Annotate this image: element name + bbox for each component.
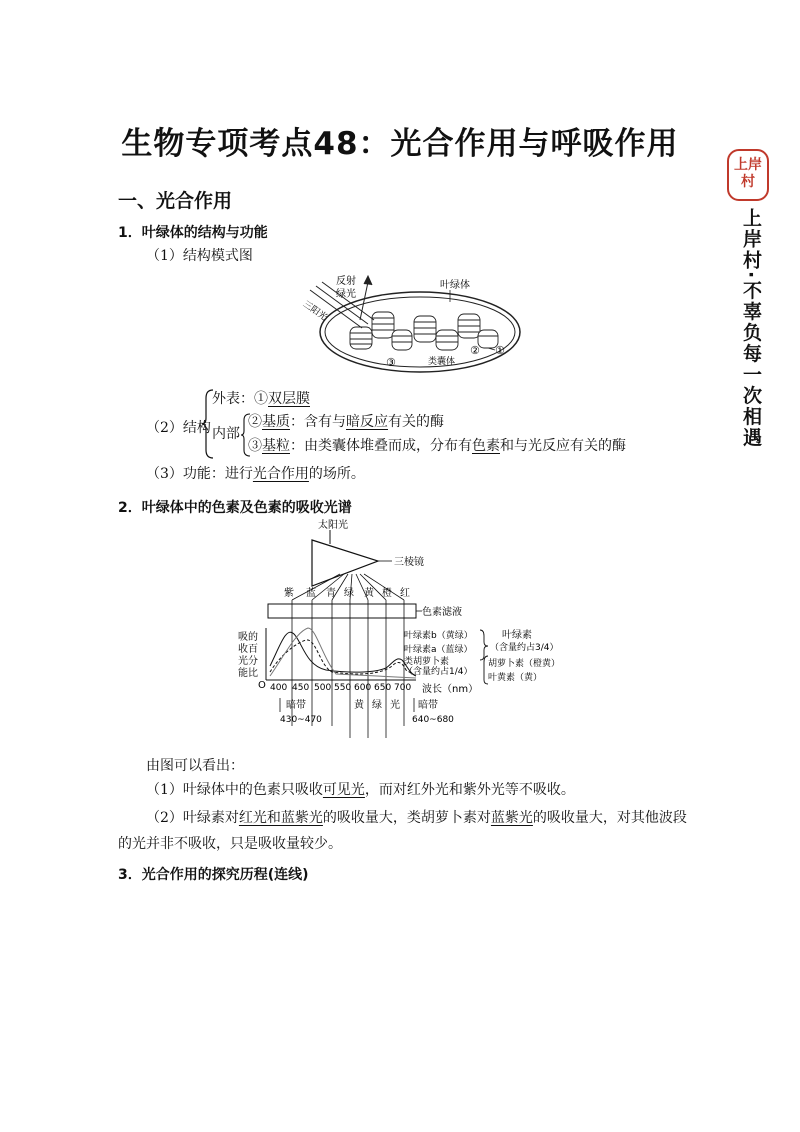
absorption-spectrum-diagram <box>236 516 564 744</box>
color-violet: 紫 <box>284 588 294 599</box>
color-red: 红 <box>400 588 410 599</box>
label-reflect: 反射 <box>336 276 356 287</box>
chloroplast-diagram <box>300 272 530 378</box>
label-num-1: ① <box>495 344 505 357</box>
label-prism: 三棱镜 <box>394 557 424 568</box>
grana-post: 和与光反应有关的酶 <box>500 438 626 454</box>
grana-key: 色素 <box>472 438 500 454</box>
color-green: 绿 <box>344 588 354 599</box>
color-orange: 橙 <box>382 588 392 599</box>
label-chl-b: 叶绿素b（黄绿） <box>404 631 473 641</box>
function-line <box>146 464 365 484</box>
svg-text:500: 500 <box>314 683 332 693</box>
label-xanthophyll: 叶黄素（黄） <box>488 673 543 683</box>
label-origin: O <box>258 680 266 691</box>
svg-text:光分: 光分 <box>238 656 258 667</box>
stroma-term: 基质 <box>262 414 290 430</box>
label-carotenoid: 类胡萝卜素 <box>404 657 450 667</box>
conclusion-2-key2: 蓝紫光 <box>490 810 533 826</box>
function-key: 光合作用 <box>252 466 309 482</box>
label-num-2: ② <box>470 344 480 357</box>
subsection-heading-history: 3．光合作用的探究历程(连线) <box>118 867 309 883</box>
label-carotenoid-note: （含量约占1/4） <box>404 667 473 677</box>
conclusion-2-key1: 红光和蓝紫光 <box>238 810 323 826</box>
stroma-post: 有关的酶 <box>388 414 444 430</box>
svg-text:550: 550 <box>334 683 352 693</box>
stroma-key: 暗反应 <box>346 414 388 430</box>
label-mid-green: 绿 <box>372 700 382 711</box>
brand-logo-top: 上岸 <box>734 157 762 173</box>
outer-value: 双层膜 <box>268 391 310 407</box>
conclusion-2-pre: （2）叶绿素对 <box>146 810 239 826</box>
label-dark-band-2-range: 640~680 <box>412 715 454 725</box>
label-carotene: 胡萝卜素（橙黄） <box>488 659 561 669</box>
label-mid-yellow: 黄 <box>354 700 364 711</box>
label-chl-a: 叶绿素a（蓝绿） <box>404 645 473 655</box>
structure-prefix: （2）结构 <box>146 420 211 436</box>
label-num-3: ③ <box>386 356 396 369</box>
function-pre: （3）功能：进行 <box>146 466 253 482</box>
outer-membrane-line <box>212 389 310 409</box>
svg-text:收百: 收百 <box>238 644 258 655</box>
svg-text:600: 600 <box>354 683 372 693</box>
outer-label: 外表： <box>212 391 254 407</box>
page-title: 生物专项考点48：光合作用与呼吸作用 <box>121 126 679 162</box>
label-dark-band-1-range: 430~470 <box>280 715 322 725</box>
brand-slogan: 上岸村·不辜负每一次相遇 <box>740 208 762 449</box>
color-blue: 蓝 <box>306 588 316 599</box>
label-filter: 色素滤液 <box>422 607 462 618</box>
structure-diagram-caption: （1）结构模式图 <box>146 248 253 264</box>
label-sunlight: 三阳光 <box>300 299 329 324</box>
y-axis-label <box>238 631 258 679</box>
label-dark-band-1: 暗带 <box>286 700 306 711</box>
conclusion-1-key: 可见光 <box>322 782 365 798</box>
svg-text:650: 650 <box>374 683 392 693</box>
svg-text:吸的: 吸的 <box>238 632 258 643</box>
color-cyan: 青 <box>326 588 336 599</box>
stroma-pre: ：含有与 <box>290 414 346 430</box>
color-labels <box>284 586 410 599</box>
grana-pre: ：由类囊体堆叠而成，分布有 <box>290 438 472 454</box>
conclusion-1-post: ，而对红外光和紫外光等不吸收。 <box>364 782 575 798</box>
pigment-filter <box>268 604 416 618</box>
stroma-num: ② <box>248 414 262 430</box>
conclusion-intro: 由图可以看出： <box>146 758 244 774</box>
label-chloroplast: 叶绿体 <box>440 280 470 291</box>
svg-text:能比: 能比 <box>238 668 258 679</box>
brand-logo-bottom: 村 <box>741 174 755 190</box>
subsection-heading-pigments: 2．叶绿体中的色素及色素的吸收光谱 <box>118 500 352 516</box>
conclusion-2-post: 的吸收量大，对其他波段 <box>532 810 687 826</box>
label-dark-band-2: 暗带 <box>418 700 438 711</box>
label-thylakoid: 类囊体 <box>428 357 456 367</box>
svg-text:700: 700 <box>394 683 412 693</box>
grana-line <box>248 436 626 456</box>
label-chl-group-note: （含量约占3/4） <box>490 643 559 653</box>
subsection-heading-chloroplast: 1．叶绿体的结构与功能 <box>118 225 268 241</box>
conclusion-2 <box>146 808 687 828</box>
conclusion-2-mid: 的吸收量大，类胡萝卜素对 <box>322 810 491 826</box>
section-heading-photosynthesis: 一、光合作用 <box>118 190 233 212</box>
function-post: 的场所。 <box>308 466 365 482</box>
conclusion-2-continued: 的光并非不吸收，只是吸收量较少。 <box>118 836 342 852</box>
label-wavelength: 波长（nm） <box>422 684 479 695</box>
label-chl-group: 叶绿素 <box>502 630 532 641</box>
label-green-light: 绿光 <box>336 289 356 300</box>
conclusion-1 <box>146 780 575 800</box>
svg-text:400: 400 <box>270 683 288 693</box>
label-mid-light: 光 <box>390 700 400 711</box>
grana-num: ③ <box>248 438 262 454</box>
x-tick-labels <box>270 683 411 693</box>
color-yellow: 黄 <box>364 588 374 599</box>
stroma-line <box>248 412 444 432</box>
inner-label: 内部 <box>212 426 240 442</box>
svg-text:450: 450 <box>292 683 310 693</box>
grana-term: 基粒 <box>262 438 290 454</box>
conclusion-1-pre: （1）叶绿体中的色素只吸收 <box>146 782 323 798</box>
label-sunlight-top: 太阳光 <box>318 520 348 531</box>
outer-num: ① <box>254 391 268 407</box>
